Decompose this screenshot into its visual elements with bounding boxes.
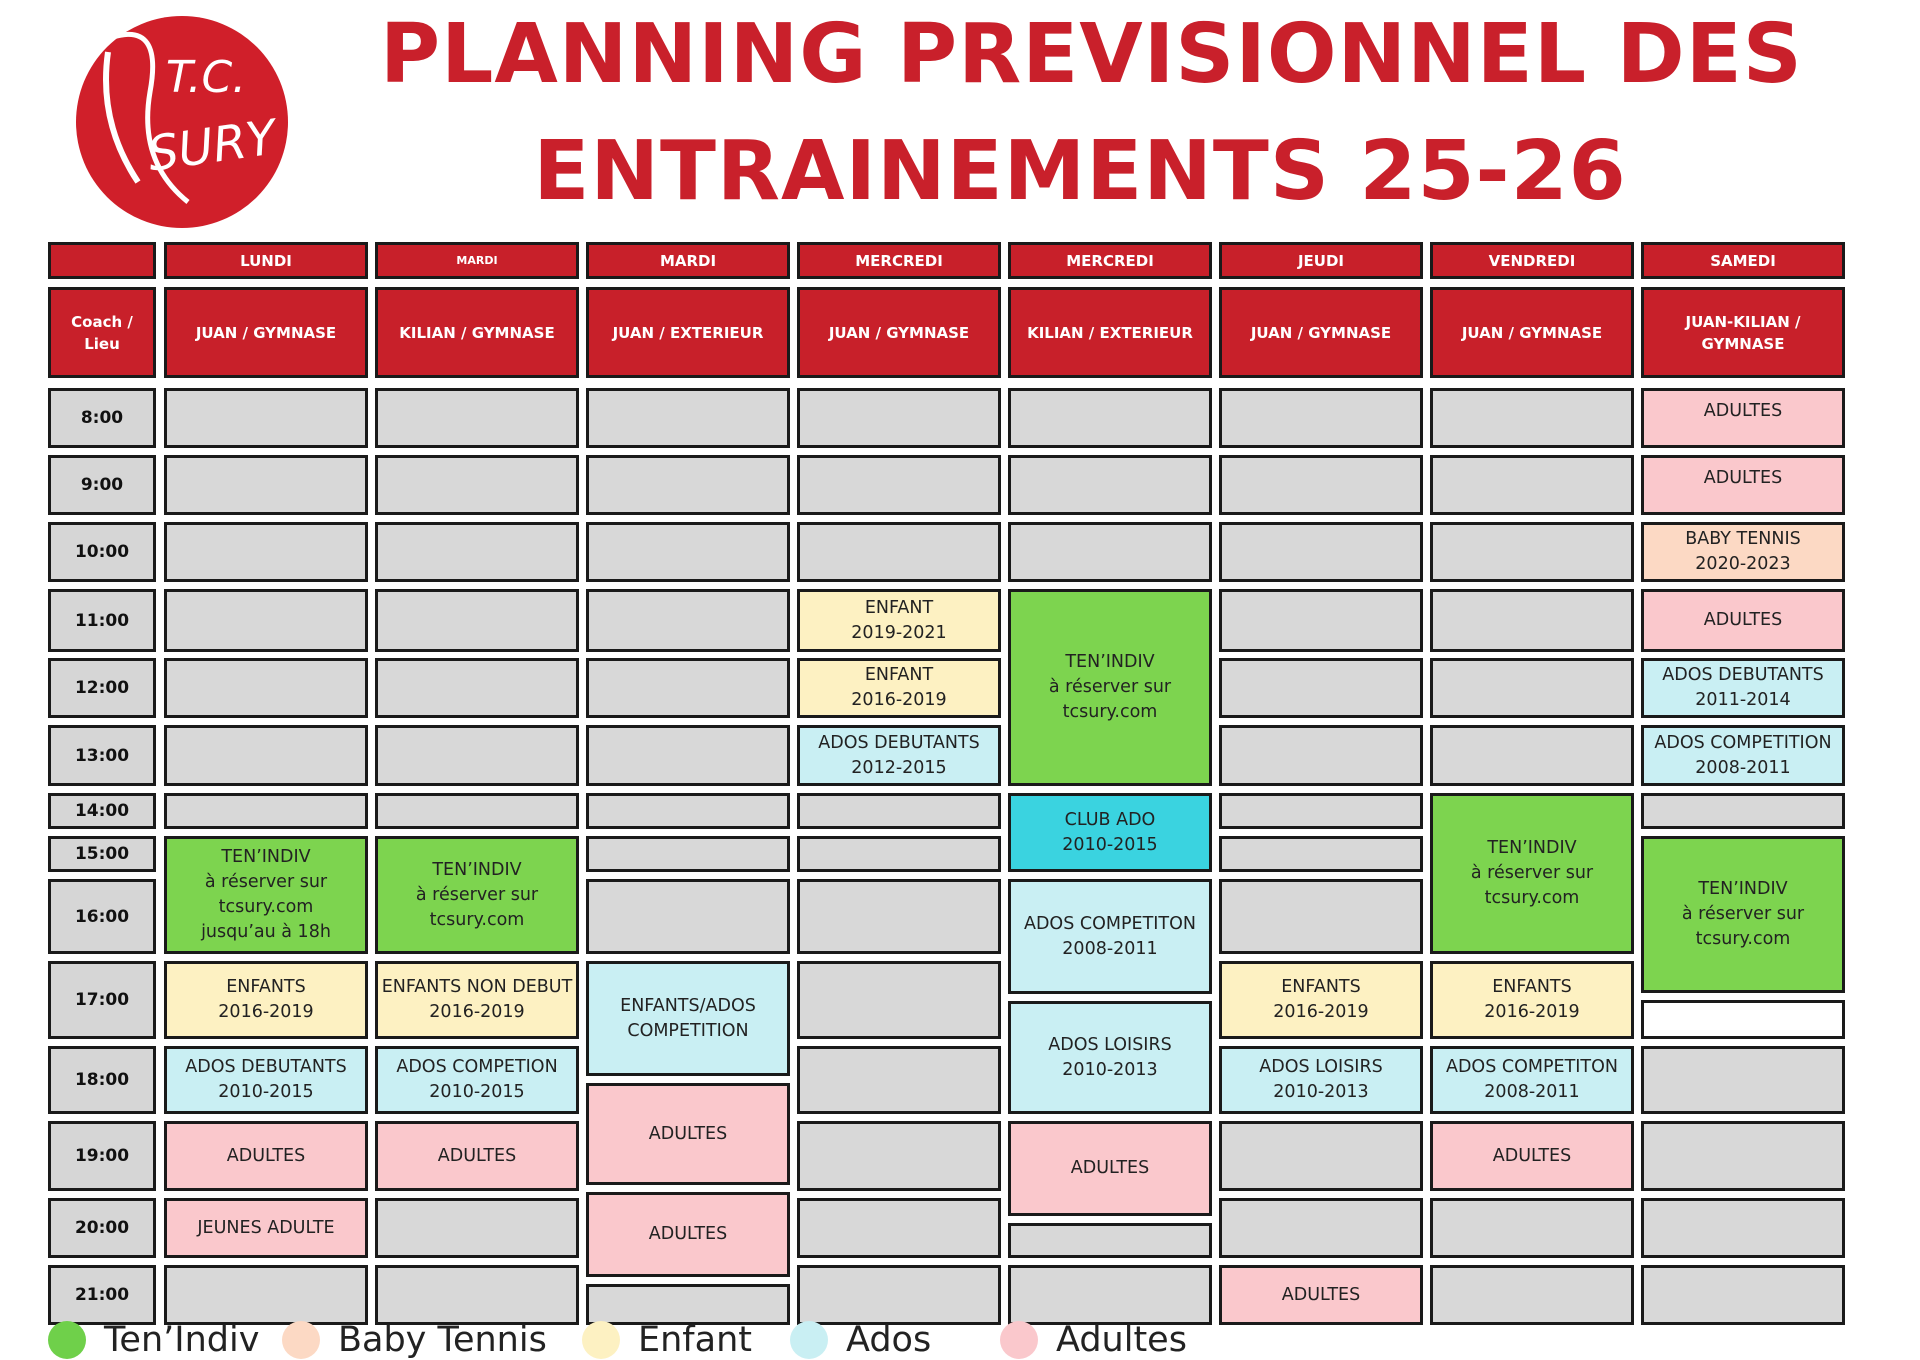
event-jeudi-adultes: ADULTES bbox=[1219, 1265, 1423, 1325]
event-lundi-enfants: ENFANTS 2016-2019 bbox=[164, 961, 368, 1039]
event-lundi-adultes: ADULTES bbox=[164, 1121, 368, 1191]
legend-label-tenindiv: Ten’Indiv bbox=[104, 1320, 260, 1360]
slot-mardi-2-10h00 bbox=[375, 522, 579, 582]
legend-item-tenindiv bbox=[48, 1320, 259, 1360]
event-mardi2-adultes-1: ADULTES bbox=[586, 1083, 790, 1185]
slot-mercredi-5-10h00 bbox=[1008, 522, 1212, 582]
day-header-1: LUNDI bbox=[164, 242, 368, 279]
coach-header-3: JUAN / EXTERIEUR bbox=[586, 287, 790, 378]
slot-jeudi-6-14h00 bbox=[1219, 793, 1423, 829]
logo-text-bottom: SURY bbox=[144, 109, 280, 183]
slot-mardi-3-14h00 bbox=[586, 793, 790, 829]
event-lundi-jeunes-adulte: JEUNES ADULTE bbox=[164, 1198, 368, 1258]
coach-header-5: KILIAN / EXTERIEUR bbox=[1008, 287, 1212, 378]
coach-header-4: JUAN / GYMNASE bbox=[797, 287, 1001, 378]
legend-item-enfant bbox=[582, 1320, 752, 1360]
time-label-20h00: 20:00 bbox=[48, 1198, 156, 1258]
time-label-13h00: 13:00 bbox=[48, 725, 156, 786]
slot-mercredi-4-10h00 bbox=[797, 522, 1001, 582]
event-mardi-enfants-non-debut: ENFANTS NON DEBUT 2016-2019 bbox=[375, 961, 579, 1039]
slot-mercredi-4-20h00 bbox=[797, 1198, 1001, 1258]
event-mercredi-ados-debutants: ADOS DEBUTANTS 2012-2015 bbox=[797, 725, 1001, 786]
slot-vendredi-7-8h00 bbox=[1430, 388, 1634, 448]
logo-text-top: T.C. bbox=[165, 52, 247, 103]
page-title-line1: PLANNING PREVISIONNEL DES bbox=[380, 7, 1803, 102]
event-vendredi-tenindiv: TEN’INDIV à réserver sur tcsury.com bbox=[1430, 793, 1634, 954]
slot-jeudi-6-15h00 bbox=[1219, 836, 1423, 872]
day-header-5: MERCREDI bbox=[1008, 242, 1212, 279]
event-mardi-ados-competion: ADOS COMPETION 2010-2015 bbox=[375, 1046, 579, 1114]
slot-mardi-3-9h00 bbox=[586, 455, 790, 515]
slot-mercredi-5-21h00 bbox=[1008, 1265, 1212, 1325]
page-title-line2: ENTRAINEMENTS 25-26 bbox=[533, 124, 1627, 219]
slot-samedi-8-21h00 bbox=[1641, 1265, 1845, 1325]
slot-vendredi-7-13h00 bbox=[1430, 725, 1634, 786]
slot-vendredi-7-12h00 bbox=[1430, 658, 1634, 718]
event-mardi2-competition: ENFANTS/ADOS COMPETITION bbox=[586, 961, 790, 1076]
day-header-3: MARDI bbox=[586, 242, 790, 279]
coach-header-corner: Coach / Lieu bbox=[48, 287, 156, 378]
event-mercredi2-ados-competiton: ADOS COMPETITON 2008-2011 bbox=[1008, 879, 1212, 994]
event-mercredi2-club-ado: CLUB ADO 2010-2015 bbox=[1008, 793, 1212, 872]
event-jeudi-enfants: ENFANTS 2016-2019 bbox=[1219, 961, 1423, 1039]
legend-item-adultes bbox=[1000, 1320, 1187, 1360]
time-label-14h00: 14:00 bbox=[48, 793, 156, 829]
slot-lundi-1-9h00 bbox=[164, 455, 368, 515]
time-label-8h00: 8:00 bbox=[48, 388, 156, 448]
slot-mercredi-4-15h00 bbox=[797, 836, 1001, 872]
legend-label-adultes: Adultes bbox=[1056, 1320, 1187, 1360]
slot-lundi-1-21h00 bbox=[164, 1265, 368, 1325]
slot-lundi-1-11h00 bbox=[164, 589, 368, 652]
event-samedi-ados-competition: ADOS COMPETITION 2008-2011 bbox=[1641, 725, 1845, 786]
slot-mercredi-5-9h00 bbox=[1008, 455, 1212, 515]
event-mercredi2-tenindiv: TEN’INDIV à réserver sur tcsury.com bbox=[1008, 589, 1212, 786]
day-header-4: MERCREDI bbox=[797, 242, 1001, 279]
event-jeudi-ados-loisirs: ADOS LOISIRS 2010-2013 bbox=[1219, 1046, 1423, 1114]
slot-vendredi-7-11h00 bbox=[1430, 589, 1634, 652]
slot-mardi-3-12h00 bbox=[586, 658, 790, 718]
day-header-8: SAMEDI bbox=[1641, 242, 1845, 279]
slot-vendredi-7-21h00 bbox=[1430, 1265, 1634, 1325]
slot-jeudi-6-12h00 bbox=[1219, 658, 1423, 718]
legend-dot-ados bbox=[790, 1321, 828, 1359]
slot-mardi-2-12h00 bbox=[375, 658, 579, 718]
time-label-19h00: 19:00 bbox=[48, 1121, 156, 1191]
time-label-12h00: 12:00 bbox=[48, 658, 156, 718]
event-samedi-adultes-8h: ADULTES bbox=[1641, 388, 1845, 448]
slot-samedi-8-18h00 bbox=[1641, 1046, 1845, 1114]
event-mercredi-enfant-2019: ENFANT 2019-2021 bbox=[797, 589, 1001, 652]
time-label-16h00: 16:00 bbox=[48, 879, 156, 954]
event-lundi-tenindiv: TEN’INDIV à réserver sur tcsury.com jusqu’au à 18h bbox=[164, 836, 368, 954]
slot-samedi-8-20h00 bbox=[1641, 1198, 1845, 1258]
slot-jeudi-6-13h00 bbox=[1219, 725, 1423, 786]
slot-mardi-3-10h00 bbox=[586, 522, 790, 582]
slot-mardi-3-11h00 bbox=[586, 589, 790, 652]
slot-mercredi-5-8h00 bbox=[1008, 388, 1212, 448]
event-vendredi-enfants: ENFANTS 2016-2019 bbox=[1430, 961, 1634, 1039]
legend-dot-tenindiv bbox=[48, 1321, 86, 1359]
slot-mardi-2-8h00 bbox=[375, 388, 579, 448]
slot-mercredi-4-17h00 bbox=[797, 961, 1001, 1039]
slot-jeudi-6-16h00 bbox=[1219, 879, 1423, 954]
legend-label-ados: Ados bbox=[846, 1320, 932, 1360]
event-samedi-adultes-11h: ADULTES bbox=[1641, 589, 1845, 652]
event-mardi-adultes: ADULTES bbox=[375, 1121, 579, 1191]
event-lundi-ados: ADOS DEBUTANTS 2010-2015 bbox=[164, 1046, 368, 1114]
coach-header-7: JUAN / GYMNASE bbox=[1430, 287, 1634, 378]
slot-mardi-3-8h00 bbox=[586, 388, 790, 448]
slot-jeudi-6-9h00 bbox=[1219, 455, 1423, 515]
slot-jeudi-6-10h00 bbox=[1219, 522, 1423, 582]
time-label-10h00: 10:00 bbox=[48, 522, 156, 582]
time-label-18h00: 18:00 bbox=[48, 1046, 156, 1114]
legend-dot-enfant bbox=[582, 1321, 620, 1359]
legend-dot-adultes bbox=[1000, 1321, 1038, 1359]
slot-mardi-2-14h00 bbox=[375, 793, 579, 829]
slot-jeudi-6-19h00 bbox=[1219, 1121, 1423, 1191]
slot-vendredi-7-9h00 bbox=[1430, 455, 1634, 515]
slot-samedi-8-19h00 bbox=[1641, 1121, 1845, 1191]
slot-mercredi-4-19h00 bbox=[797, 1121, 1001, 1191]
slot-mardi-2-9h00 bbox=[375, 455, 579, 515]
time-label-21h00: 21:00 bbox=[48, 1265, 156, 1325]
slot-mercredi-4-8h00 bbox=[797, 388, 1001, 448]
slot-mardi-2-21h00 bbox=[375, 1265, 579, 1325]
slot-jeudi-6-11h00 bbox=[1219, 589, 1423, 652]
legend-label-enfant: Enfant bbox=[638, 1320, 752, 1360]
event-samedi-adultes-9h: ADULTES bbox=[1641, 455, 1845, 515]
slot-lundi-1-12h00 bbox=[164, 658, 368, 718]
event-mercredi-enfant-2016: ENFANT 2016-2019 bbox=[797, 658, 1001, 718]
slot-vendredi-7-10h00 bbox=[1430, 522, 1634, 582]
coach-header-2: KILIAN / GYMNASE bbox=[375, 287, 579, 378]
coach-header-1: JUAN / GYMNASE bbox=[164, 287, 368, 378]
day-header-corner bbox=[48, 242, 156, 279]
slot-samedi-1730 bbox=[1641, 1000, 1845, 1039]
day-header-6: JEUDI bbox=[1219, 242, 1423, 279]
slot-jeudi-6-8h00 bbox=[1219, 388, 1423, 448]
slot-mercredi-4-9h00 bbox=[797, 455, 1001, 515]
slot-mercredi-4-21h00 bbox=[797, 1265, 1001, 1325]
slot-lundi-1-10h00 bbox=[164, 522, 368, 582]
slot-mardi-3-13h00 bbox=[586, 725, 790, 786]
slot-mardi2-21h bbox=[586, 1284, 790, 1325]
event-mercredi2-adultes: ADULTES bbox=[1008, 1121, 1212, 1216]
event-mardi2-adultes-2: ADULTES bbox=[586, 1192, 790, 1277]
time-label-9h00: 9:00 bbox=[48, 455, 156, 515]
slot-mercredi-4-16h00 bbox=[797, 879, 1001, 954]
day-header-7: VENDREDI bbox=[1430, 242, 1634, 279]
slot-lundi-1-8h00 bbox=[164, 388, 368, 448]
event-samedi-ados-debutants: ADOS DEBUTANTS 2011-2014 bbox=[1641, 658, 1845, 718]
coach-header-6: JUAN / GYMNASE bbox=[1219, 287, 1423, 378]
slot-jeudi-6-20h00 bbox=[1219, 1198, 1423, 1258]
coach-header-8: JUAN-KILIAN / GYMNASE bbox=[1641, 287, 1845, 378]
legend-label-baby: Baby Tennis bbox=[338, 1320, 547, 1360]
slot-mercredi-4-14h00 bbox=[797, 793, 1001, 829]
slot-mercredi-4-18h00 bbox=[797, 1046, 1001, 1114]
legend-dot-baby bbox=[282, 1321, 320, 1359]
slot-mardi-3-16h00 bbox=[586, 879, 790, 954]
slot-mardi-3-15h00 bbox=[586, 836, 790, 872]
time-label-17h00: 17:00 bbox=[48, 961, 156, 1039]
slot-samedi-8-14h00 bbox=[1641, 793, 1845, 829]
slot-mardi-2-13h00 bbox=[375, 725, 579, 786]
legend-item-ados bbox=[790, 1320, 931, 1360]
legend-item-baby bbox=[282, 1320, 547, 1360]
slot-lundi-1-14h00 bbox=[164, 793, 368, 829]
slot-mardi-2-20h00 bbox=[375, 1198, 579, 1258]
event-mercredi2-ados-loisirs: ADOS LOISIRS 2010-2013 bbox=[1008, 1001, 1212, 1114]
slot-mardi-2-11h00 bbox=[375, 589, 579, 652]
event-samedi-baby-tennis: BABY TENNIS 2020-2023 bbox=[1641, 522, 1845, 582]
slot-vendredi-7-20h00 bbox=[1430, 1198, 1634, 1258]
event-mardi-tenindiv: TEN’INDIV à réserver sur tcsury.com bbox=[375, 836, 579, 954]
day-header-2: MARDI bbox=[375, 242, 579, 279]
event-samedi-tenindiv: TEN’INDIV à réserver sur tcsury.com bbox=[1641, 836, 1845, 993]
event-vendredi-ados-competiton: ADOS COMPETITON 2008-2011 bbox=[1430, 1046, 1634, 1114]
time-label-15h00: 15:00 bbox=[48, 836, 156, 872]
slot-mercredi2-20h bbox=[1008, 1223, 1212, 1258]
time-label-11h00: 11:00 bbox=[48, 589, 156, 652]
slot-lundi-1-13h00 bbox=[164, 725, 368, 786]
event-vendredi-adultes: ADULTES bbox=[1430, 1121, 1634, 1191]
